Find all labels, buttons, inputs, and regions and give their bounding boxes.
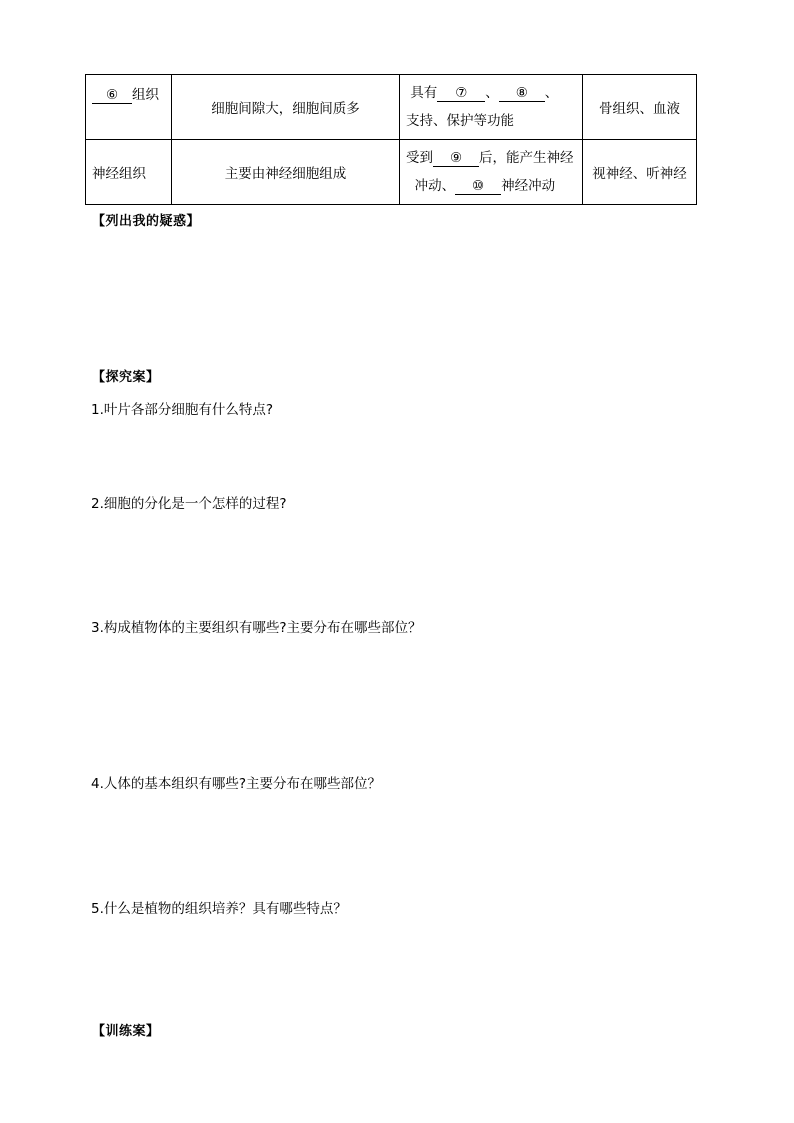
tissue-name-cell: 神经组织 (86, 140, 172, 205)
question-2: 2.细胞的分化是一个怎样的过程? (91, 496, 287, 512)
fill-blank-8[interactable]: ⑧ (499, 85, 545, 102)
tissue-table (85, 74, 697, 205)
structure-cell: 细胞间隙大，细胞间质多 (172, 75, 400, 140)
fill-blank-7[interactable]: ⑦ (437, 85, 485, 102)
function-line2: 支持、保护等功能 (406, 113, 514, 129)
doubts-heading: 【列出我的疑惑】 (92, 214, 201, 229)
question-5: 5.什么是植物的组织培养？具有哪些特点？ (91, 901, 347, 917)
tissue-suffix: 组织 (132, 87, 159, 103)
explore-heading: 【探究案】 (92, 370, 160, 385)
question-1: 1.叶片各部分细胞有什么特点? (91, 402, 274, 418)
training-heading: 【训练案】 (92, 1024, 160, 1039)
fill-blank-6[interactable]: ⑥ (92, 87, 132, 104)
example-cell: 视神经、听神经 (583, 140, 697, 205)
question-4: 4.人体的基本组织有哪些?主要分布在哪些部位？ (91, 776, 382, 792)
example-cell: 骨组织、血液 (583, 75, 697, 140)
tissue-name-cell (86, 75, 172, 140)
fill-blank-9[interactable]: ⑨ (433, 150, 479, 167)
function-cell: 受到 ⑨ 后，能产生神经 冲动、 ⑩ 神经冲动 (400, 140, 583, 205)
fill-blank-10[interactable]: ⑩ (455, 178, 501, 195)
structure-cell: 主要由神经细胞组成 (172, 140, 400, 205)
table-row (86, 75, 697, 140)
question-3: 3.构成植物体的主要组织有哪些?主要分布在哪些部位？ (91, 620, 422, 636)
function-cell: 具有 ⑦ 、 ⑧ 、 支持、保护等功能 (400, 75, 583, 140)
table-row (86, 140, 697, 205)
